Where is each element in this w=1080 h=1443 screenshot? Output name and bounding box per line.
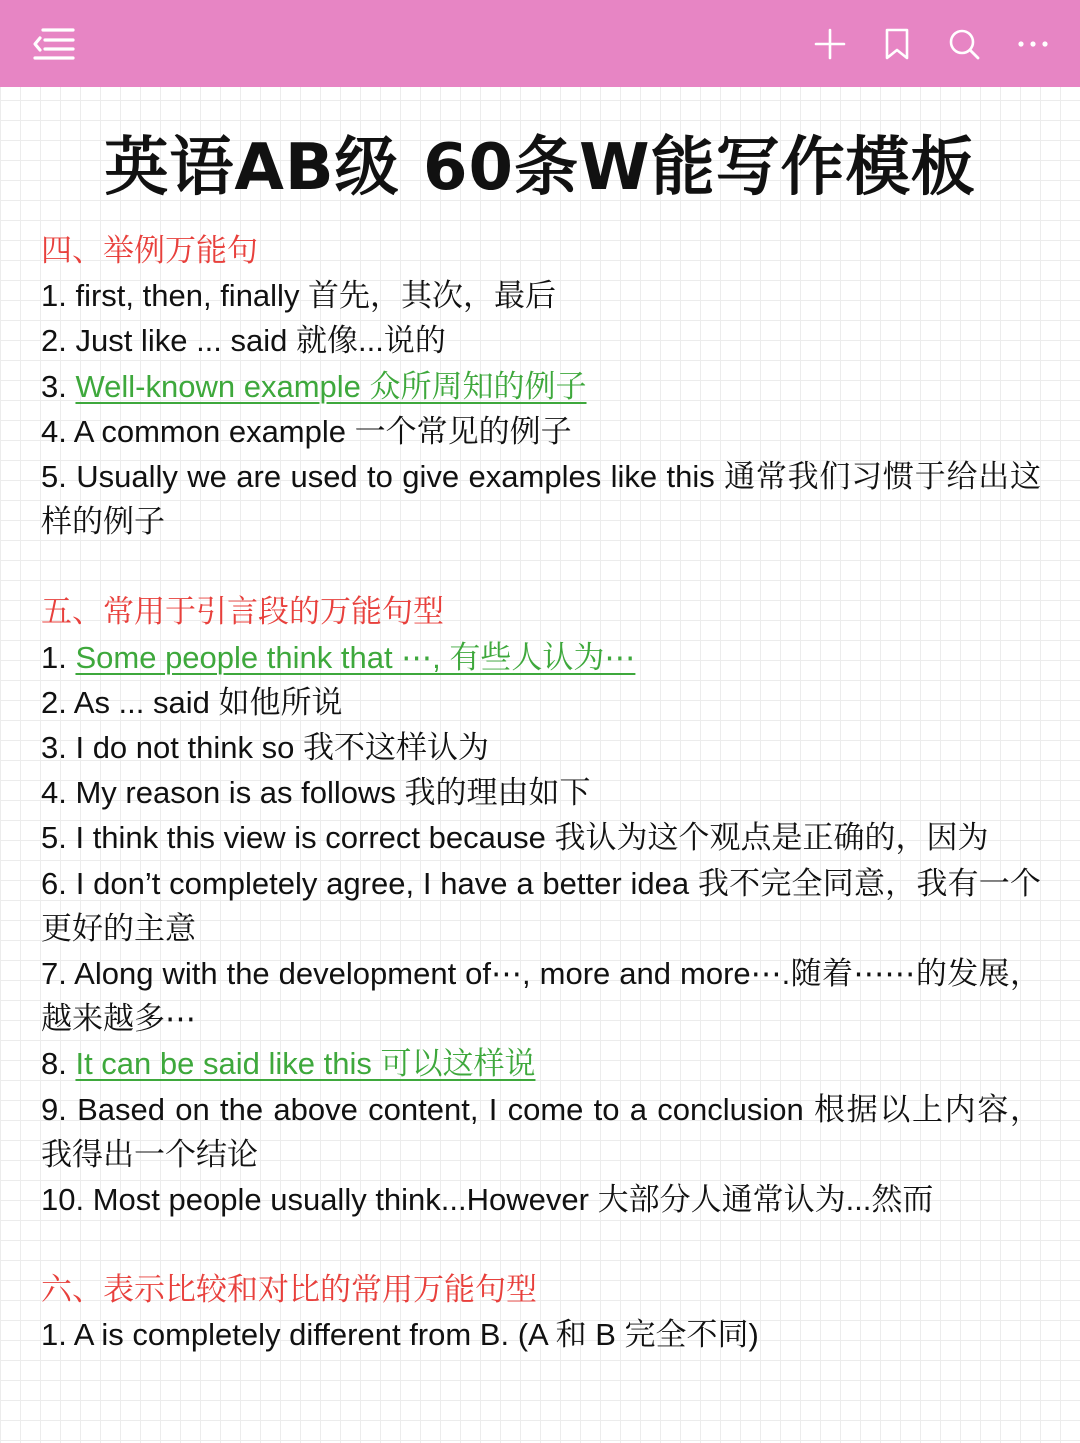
list-item: 3. I do not think so 我不这样认为 [41, 730, 489, 766]
list-item: 9. Based on the above content, I come to a conclusion 根据以上内容，我得出一个结论 [41, 1091, 1041, 1172]
plus-icon[interactable] [807, 21, 853, 67]
more-icon[interactable] [1010, 21, 1056, 67]
highlighted-phrase: It can be said like this 可以这样说 [75, 1046, 536, 1082]
list-item: 6. I don’t completely agree, I have a better idea 我不完全同意，我有一个更好的主意 [41, 865, 1041, 946]
search-icon[interactable] [941, 21, 987, 67]
list-item: 4. A common example 一个常见的例子 [41, 413, 572, 449]
list-item: 10. Most people usually think...However 大部分人通常认为...然而 [41, 1182, 934, 1218]
list-item: 5. I think this view is correct because 我认为这个观点是正确的，因为 [41, 820, 989, 856]
list-item: 4. My reason is as follows 我的理由如下 [41, 775, 591, 811]
section-spacer [41, 544, 1041, 589]
top-toolbar [0, 0, 1080, 87]
bookmark-icon[interactable] [874, 21, 920, 67]
document-body [41, 228, 1041, 1358]
list-item: 1. first, then, finally 首先，其次，最后 [41, 278, 557, 314]
list-item: 7. Along with the development of⋯, more and more⋯.随着⋯⋯的发展，越来越多⋯ [41, 956, 1041, 1037]
section-heading: 四、举例万能句 [41, 233, 258, 268]
list-item: 2. As ... said 如他所说 [41, 684, 343, 720]
list-item: 8. It can be said like this 可以这样说 [41, 1046, 536, 1082]
section-heading: 六、表示比较和对比的常用万能句型 [41, 1272, 537, 1308]
list-item: 1. A is completely different from B. (A 和 B 完全不同) [41, 1317, 759, 1353]
page-title: 英语AB级 60条W能写作模板 [104, 131, 976, 205]
menu-back-icon[interactable] [30, 21, 76, 67]
highlighted-phrase: Some people think that ⋯, 有些人认为⋯ [75, 639, 636, 675]
highlighted-phrase: Well-known example 众所周知的例子 [75, 368, 587, 404]
section-heading: 五、常用于引言段的万能句型 [41, 594, 444, 630]
list-item: 1. Some people think that ⋯, 有些人认为⋯ [41, 639, 636, 675]
list-item: 2. Just like ... said 就像...说的 [41, 323, 446, 359]
list-item: 5. Usually we are used to give examples like this 通常我们习惯于给出这样的例子 [41, 459, 1041, 540]
list-item: 3. Well-known example 众所周知的例子 [41, 368, 587, 404]
section-spacer [41, 1222, 1041, 1267]
